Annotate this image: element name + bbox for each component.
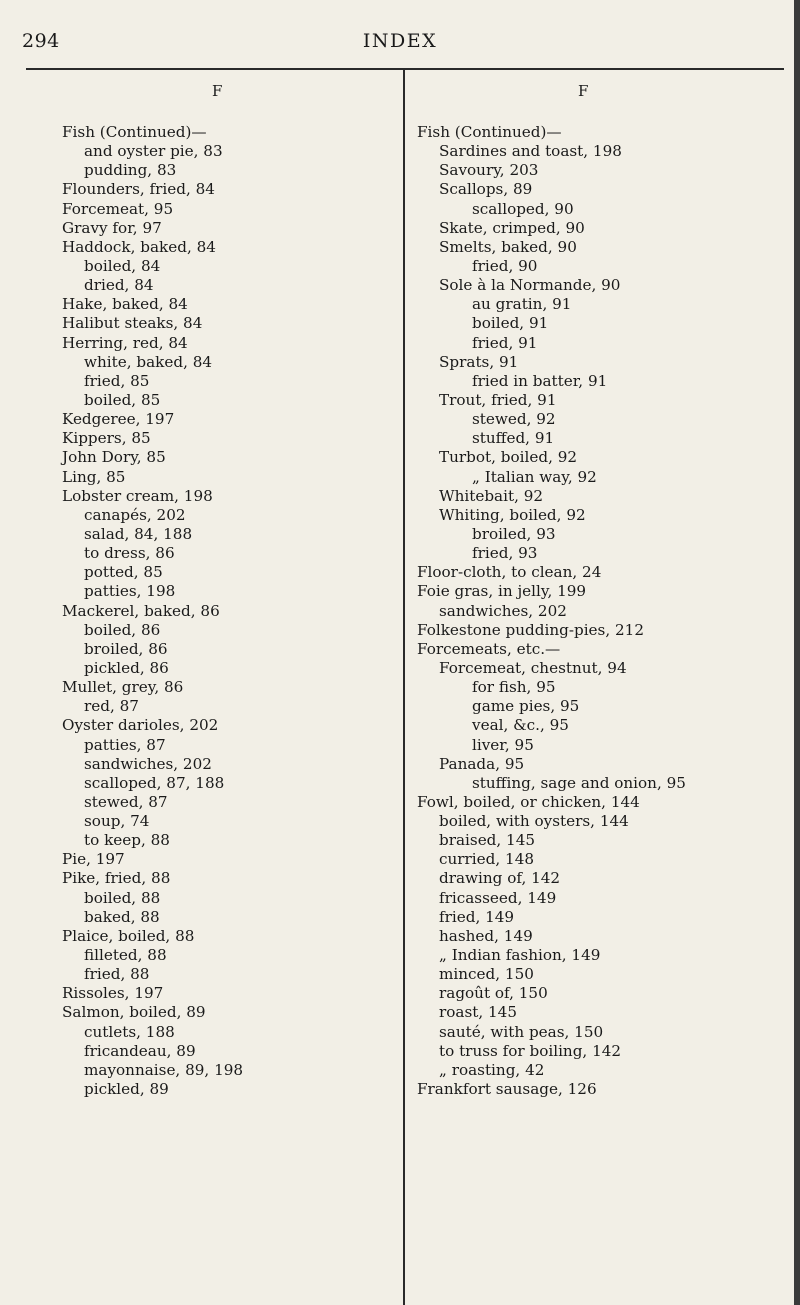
column-divider: [403, 70, 405, 1305]
index-entry: „ roasting, 42: [439, 1060, 545, 1079]
index-entry: boiled, 91: [472, 314, 549, 333]
index-entry: boiled, 84: [84, 256, 161, 275]
index-entry: Floor-cloth, to clean, 24: [417, 563, 602, 582]
index-entry: Frankfort sausage, 126: [417, 1080, 597, 1099]
left-column-letter: F: [212, 82, 223, 100]
index-entry: fricasseed, 149: [439, 888, 557, 907]
index-entry: Savoury, 203: [439, 161, 539, 180]
index-entry: Foie gras, in jelly, 199: [417, 582, 587, 601]
page-title: INDEX: [362, 30, 438, 52]
index-entry: dried, 84: [84, 276, 154, 295]
index-entry: and oyster pie, 83: [84, 142, 223, 161]
index-entry: fried, 85: [84, 371, 150, 390]
index-entry: fried, 93: [472, 544, 538, 563]
index-entry: Lobster cream, 198: [62, 486, 213, 505]
index-entry: veal, &c., 95: [472, 716, 569, 735]
index-entry: to truss for boiling, 142: [439, 1041, 622, 1060]
index-entry: Forcemeat, chestnut, 94: [439, 658, 627, 677]
index-entry: Gravy for, 97: [62, 218, 162, 237]
index-entry: Folkestone pudding-pies, 212: [417, 620, 644, 639]
right-column-letter: F: [578, 82, 589, 100]
index-entry: Trout, fried, 91: [439, 390, 557, 409]
index-entry: braised, 145: [439, 831, 536, 850]
index-entry: Oyster darioles, 202: [62, 716, 219, 735]
index-entry: Mackerel, baked, 86: [62, 601, 220, 620]
index-entry: fricandeau, 89: [84, 1041, 196, 1060]
index-entry: white, baked, 84: [84, 352, 213, 371]
index-entry: fried, 91: [472, 333, 538, 352]
index-entry: patties, 198: [84, 582, 176, 601]
index-entry: cutlets, 188: [84, 1022, 175, 1041]
index-entry: Turbot, boiled, 92: [439, 448, 578, 467]
index-entry: Sprats, 91: [439, 352, 519, 371]
index-entry: fried, 90: [472, 256, 538, 275]
index-entry: pickled, 89: [84, 1080, 169, 1099]
index-entry: boiled, with oysters, 144: [439, 812, 629, 831]
index-entry: potted, 85: [84, 563, 163, 582]
index-entry: liver, 95: [472, 735, 534, 754]
header-rule: [26, 68, 784, 70]
index-entry: soup, 74: [84, 812, 150, 831]
index-entry: filleted, 88: [84, 946, 167, 965]
index-entry: sandwiches, 202: [439, 601, 567, 620]
index-entry: to keep, 88: [84, 831, 170, 850]
index-entry: sandwiches, 202: [84, 754, 212, 773]
index-entry: broiled, 86: [84, 639, 168, 658]
index-entry: stewed, 87: [84, 792, 168, 811]
index-entry: Forcemeat, 95: [62, 199, 174, 218]
index-entry: Scallops, 89: [439, 180, 533, 199]
index-entry: Plaice, boiled, 88: [62, 926, 195, 945]
index-entry: Salmon, boiled, 89: [62, 1003, 206, 1022]
index-entry: red, 87: [84, 697, 139, 716]
index-entry: broiled, 93: [472, 524, 556, 543]
index-entry: Kippers, 85: [62, 429, 151, 448]
index-entry: Pie, 197: [62, 850, 125, 869]
index-entry: drawing of, 142: [439, 869, 561, 888]
index-entry: fried, 88: [84, 965, 150, 984]
index-entry: curried, 148: [439, 850, 535, 869]
index-entry: game pies, 95: [472, 697, 580, 716]
index-entry: pudding, 83: [84, 161, 177, 180]
index-entry: Fowl, boiled, or chicken, 144: [417, 792, 640, 811]
index-entry: Fish (Continued)—: [62, 123, 207, 141]
index-entry: „ Italian way, 92: [472, 467, 597, 486]
index-entry: stuffed, 91: [472, 429, 555, 448]
index-entry: Flounders, fried, 84: [62, 180, 215, 199]
index-entry: canapés, 202: [84, 505, 186, 524]
index-entry: pickled, 86: [84, 658, 169, 677]
index-entry: fried in batter, 91: [472, 371, 608, 390]
index-entry: John Dory, 85: [62, 448, 166, 467]
index-entry: patties, 87: [84, 735, 166, 754]
index-entry: scalloped, 90: [472, 199, 574, 218]
index-entry: Halibut steaks, 84: [62, 314, 203, 333]
right-entry-list: [417, 123, 795, 1099]
index-entry: Panada, 95: [439, 754, 525, 773]
page-number: 294: [22, 30, 60, 52]
index-entry: Forcemeats, etc.—: [417, 639, 561, 658]
index-entry: Fish (Continued)—: [417, 123, 562, 141]
index-entry: Pike, fried, 88: [62, 869, 171, 888]
index-entry: roast, 145: [439, 1003, 517, 1022]
index-entry: Skate, crimped, 90: [439, 218, 585, 237]
index-entry: mayonnaise, 89, 198: [84, 1060, 244, 1079]
index-entry: Sole à la Normande, 90: [439, 276, 621, 295]
index-entry: Whitebait, 92: [439, 486, 544, 505]
index-entry: to dress, 86: [84, 544, 175, 563]
index-entry: scalloped, 87, 188: [84, 773, 225, 792]
index-entry: Hake, baked, 84: [62, 295, 188, 314]
index-entry: stewed, 92: [472, 410, 556, 429]
index-entry: minced, 150: [439, 965, 534, 984]
index-entry: Ling, 85: [62, 467, 126, 486]
index-entry: Kedgeree, 197: [62, 410, 175, 429]
index-entry: Sardines and toast, 198: [439, 142, 622, 161]
index-entry: hashed, 149: [439, 926, 533, 945]
index-entry: boiled, 86: [84, 620, 161, 639]
index-entry: Whiting, boiled, 92: [439, 505, 586, 524]
index-entry: boiled, 85: [84, 390, 161, 409]
page-edge: [794, 0, 800, 1305]
index-entry: Smelts, baked, 90: [439, 237, 577, 256]
index-entry: Herring, red, 84: [62, 333, 188, 352]
left-entry-list: [62, 123, 398, 1099]
index-entry: Mullet, grey, 86: [62, 678, 184, 697]
index-entry: ragoût of, 150: [439, 984, 548, 1003]
index-entry: for fish, 95: [472, 678, 556, 697]
index-entry: stuffing, sage and onion, 95: [472, 773, 686, 792]
index-entry: baked, 88: [84, 907, 160, 926]
index-entry: Rissoles, 197: [62, 984, 164, 1003]
index-entry: „ Indian fashion, 149: [439, 946, 601, 965]
index-entry: boiled, 88: [84, 888, 161, 907]
index-entry: sauté, with peas, 150: [439, 1022, 604, 1041]
index-entry: au gratin, 91: [472, 295, 572, 314]
index-entry: Haddock, baked, 84: [62, 237, 216, 256]
index-entry: salad, 84, 188: [84, 524, 193, 543]
index-entry: fried, 149: [439, 907, 515, 926]
